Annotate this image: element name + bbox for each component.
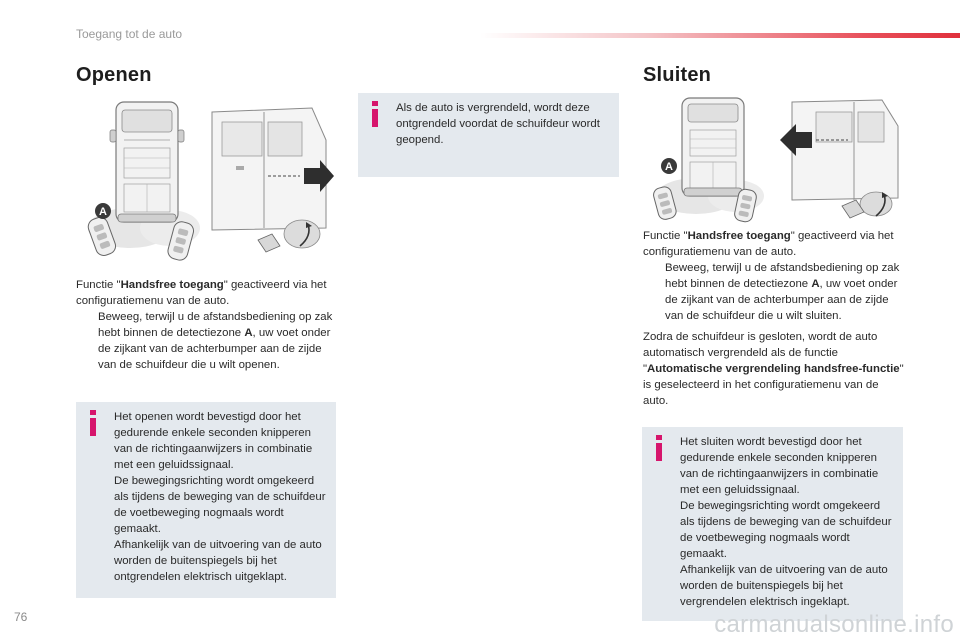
open-instructions [76, 277, 338, 373]
close-info-line: Afhankelijk van de uitvoering van de auto worden de buitenspiegels bij het vergrendelen elektrisch ingeklapt. [680, 564, 888, 608]
info-icon [88, 410, 98, 436]
open-paragraph-bold: Handsfree toegang [120, 279, 224, 291]
open-paragraph-prefix: Functie " [76, 279, 121, 291]
close-paragraph-suffix: " geactiveerd via het configuratiemenu van de auto. [643, 230, 894, 258]
close-paragraph-bold: Handsfree toegang [687, 230, 791, 242]
info-icon [370, 101, 380, 127]
open-info-box [76, 402, 336, 598]
close-info-line: De bewegingsrichting wordt omgekeerd als tijdens de beweging van de schuifdeur de voetbeweging nogmaals wordt gemaakt. [680, 500, 892, 560]
close-bullet [643, 260, 905, 324]
zone-label-a: A [665, 161, 673, 173]
open-info-line: Het openen wordt bevestigd door het gedurende enkele seconden knipperen van de richtingaanwijzers in combinatie met een geluidssignaal. [114, 411, 313, 471]
close-info-line: Het sluiten wordt bevestigd door het gedurende enkele seconden knipperen van de richtingaanwijzers in combinatie met een geluidssignaal. [680, 436, 879, 496]
close-paragraph [643, 228, 905, 260]
section-title-open: Openen [76, 64, 152, 86]
open-bullet-prefix: Beweeg, terwijl u de afstandsbediening op zak hebt binnen de detectiezone [98, 311, 333, 339]
close-paragraph-2 [643, 329, 905, 409]
van-top-view-close-illustration [648, 96, 768, 226]
page-number: 76 [14, 610, 28, 624]
close-bullet-prefix: Beweeg, terwijl u de afstandsbediening op zak hebt binnen de detectiezone [665, 262, 900, 290]
close-para2-prefix: Zodra de schuifdeur is gesloten, wordt de auto automatisch vergrendeld als de functie " [643, 331, 878, 375]
open-info-line: Afhankelijk van de uitvoering van de auto worden de buitenspiegels bij het ontgrendelen elektrisch uitgeklapt. [114, 539, 322, 583]
van-top-view-illustration [80, 100, 200, 270]
middle-info-text: Als de auto is vergrendeld, wordt deze ontgrendeld voordat de schuifdeur wordt geopend. [396, 102, 600, 146]
close-info-text [680, 434, 895, 610]
close-info-box [642, 427, 903, 621]
close-instructions [643, 228, 905, 409]
open-info-line: De bewegingsrichting wordt omgekeerd als tijdens de beweging van de schuifdeur de voetbeweging nogmaals wordt gemaakt. [114, 475, 326, 535]
page-header-title: Toegang tot de auto [76, 27, 183, 41]
bullet-marker [76, 309, 98, 373]
open-bullet [76, 309, 338, 373]
open-bullet-text [98, 309, 338, 373]
close-bullet-text [665, 260, 905, 324]
open-paragraph-suffix: " geactiveerd via het configuratiemenu van de auto. [76, 279, 327, 307]
close-para2-suffix: " is geselecteerd in het configuratiemenu van de auto. [643, 363, 904, 407]
section-title-close: Sluiten [643, 64, 712, 86]
van-side-door-close-illustration [772, 96, 904, 226]
open-bullet-bold: A [244, 327, 253, 339]
header-accent-bar [480, 33, 960, 38]
info-icon [654, 435, 664, 461]
close-bullet-bold: A [811, 278, 820, 290]
watermark: carmanualsonline.info [714, 611, 954, 638]
close-bullet-suffix: , uw voet onder de zijkant van de achterbumper aan de zijde van de schuifdeur die u wilt sluiten. [665, 278, 898, 322]
van-side-door-open-illustration [208, 100, 338, 270]
open-bullet-suffix: , uw voet onder de zijkant van de achterbumper aan de zijde van de schuifdeur die u wilt openen. [98, 327, 331, 371]
close-paragraph-prefix: Functie " [643, 230, 688, 242]
open-info-text [114, 409, 328, 585]
zone-label-a: A [99, 206, 107, 218]
close-para2-bold: Automatische vergrendeling handsfree-functie [647, 363, 900, 375]
bullet-marker [643, 260, 665, 324]
middle-info-box [358, 93, 619, 177]
open-paragraph [76, 277, 338, 309]
